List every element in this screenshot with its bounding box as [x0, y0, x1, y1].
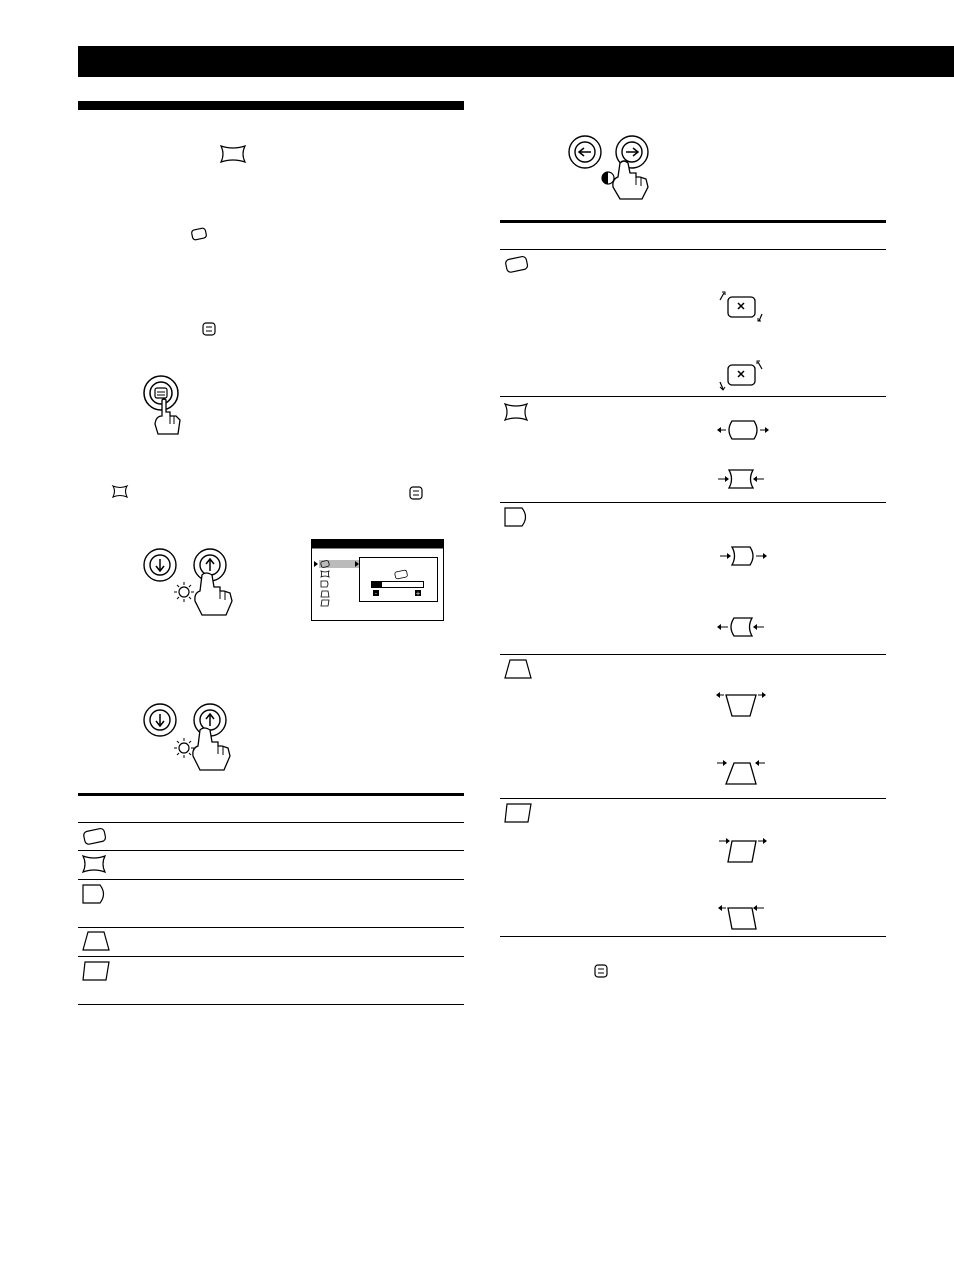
menu-icon — [202, 322, 216, 336]
header-bar — [78, 46, 954, 77]
sides-bow-left-result — [716, 616, 768, 640]
menu-icon — [409, 486, 423, 500]
left-right-buttons-illustration — [566, 133, 656, 203]
pin-balance-icon — [82, 884, 108, 904]
adjust-table-rule — [500, 798, 886, 799]
pincushion-icon — [220, 145, 246, 163]
top-narrower-result — [714, 758, 770, 786]
section-title-rule — [78, 101, 464, 110]
adjust-table-top-rule — [500, 220, 886, 223]
pincushion-icon — [112, 485, 128, 498]
adjust-table-rule — [500, 249, 886, 250]
adjust-table-rule — [500, 654, 886, 655]
summary-table-top-rule — [78, 793, 464, 796]
rotation-icon — [82, 827, 108, 845]
adjust-table-rule — [500, 502, 886, 503]
down-up-buttons-illustration — [140, 700, 240, 775]
sides-pinch-inward-result — [716, 468, 768, 492]
summary-table-rule — [78, 822, 464, 823]
rotate-clockwise-result — [716, 358, 768, 392]
osd-preview — [311, 539, 444, 621]
osd-plus-label: + — [415, 590, 421, 598]
osd-level-fill — [372, 582, 382, 587]
pin-balance-icon — [504, 507, 530, 527]
rotate-counterclockwise-result — [716, 290, 768, 324]
shift-left-result — [716, 903, 772, 931]
pincushion-icon — [504, 403, 528, 421]
sides-bulge-outward-result — [716, 419, 772, 443]
down-up-buttons-illustration — [140, 545, 240, 620]
top-wider-result — [714, 690, 770, 718]
sides-bow-right-result — [718, 545, 770, 569]
parallelogram-icon — [504, 803, 532, 823]
parallelogram-icon — [82, 961, 110, 981]
summary-table-rule — [78, 850, 464, 851]
summary-table-rule — [78, 879, 464, 880]
adjust-table-rule — [500, 396, 886, 397]
summary-table-rule — [78, 956, 464, 957]
shift-right-result — [716, 836, 772, 864]
osd-minus-label: - — [374, 590, 378, 598]
adjust-table-bottom-rule — [500, 936, 886, 937]
trapezoid-icon — [504, 659, 532, 679]
menu-icon — [594, 964, 608, 978]
pincushion-icon — [82, 855, 106, 873]
trapezoid-icon — [82, 931, 110, 951]
summary-table-bottom-rule — [78, 1004, 464, 1005]
rotation-icon — [190, 227, 208, 241]
rotation-icon — [504, 255, 530, 273]
menu-button-press-illustration — [140, 372, 190, 442]
summary-table-rule — [78, 927, 464, 928]
